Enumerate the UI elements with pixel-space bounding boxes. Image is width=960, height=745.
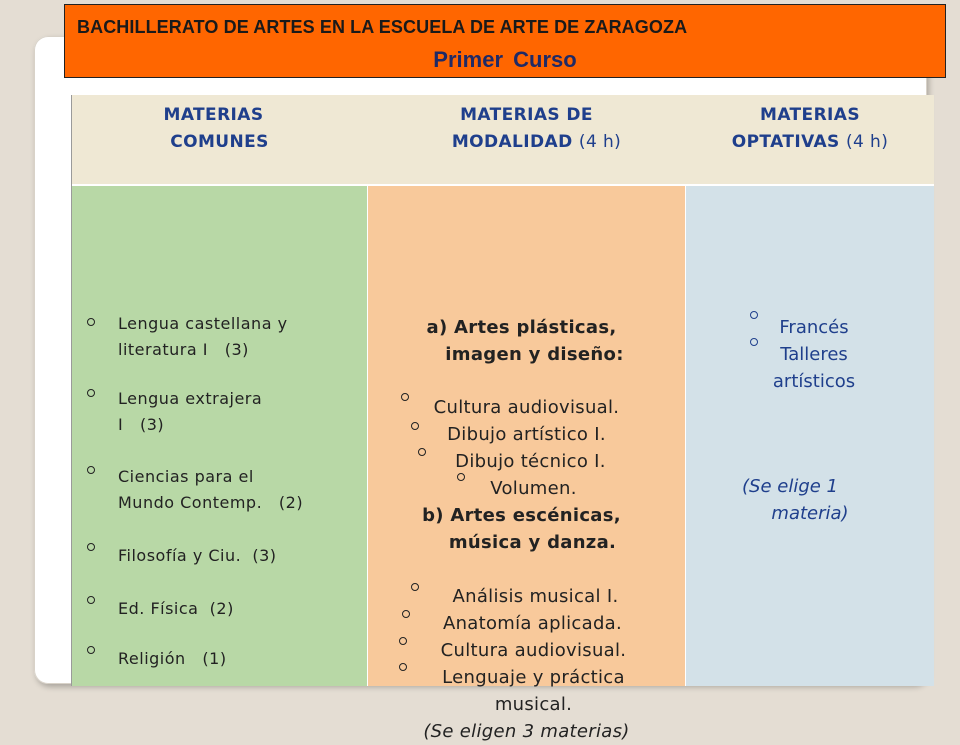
bullet-icon <box>87 466 95 474</box>
bullet-icon <box>87 596 95 604</box>
list-item: Cultura audiovisual. <box>440 640 627 661</box>
bullet-icon <box>87 318 95 326</box>
list-item: Dibujo técnico I. <box>455 451 606 472</box>
comunes-cell <box>72 186 367 686</box>
header-optativas-line1: MATERIAS <box>760 105 860 125</box>
bullet-icon <box>87 543 95 551</box>
list-item: Ciencias para el Mundo Contemp. (2) <box>118 467 304 512</box>
list-item: Lengua extrajera I (3) <box>118 389 263 434</box>
list-item: Volumen. <box>490 478 577 499</box>
column-header-optativas <box>686 95 934 186</box>
column-header-modalidad <box>367 95 686 186</box>
optativas-note: (Se elige 1 materia) <box>742 476 849 524</box>
title-banner <box>64 4 946 78</box>
section-a-heading: a) Artes plásticas, imagen y diseño: <box>426 317 624 365</box>
list-item: Ed. Física (2) <box>118 599 234 618</box>
list-item: Lengua castellana y literatura I (3) <box>118 314 288 359</box>
column-comunes <box>72 95 367 686</box>
list-item: Religión (1) <box>118 649 227 668</box>
list-item: Lenguaje y práctica musical. <box>442 667 625 715</box>
page-title: BACHILLERATO DE ARTES EN LA ESCUELA DE ARTE DE ZARAGOZA <box>77 17 688 37</box>
bullet-icon <box>87 389 95 397</box>
header-optativas-line2: OPTATIVAS (4 h) <box>731 132 889 152</box>
bullet-icon <box>87 646 95 654</box>
list-item: Cultura audiovisual. <box>433 397 620 418</box>
optativas-cell <box>686 186 934 686</box>
list-item: Anatomía aplicada. <box>442 613 623 634</box>
list-item: Filosofía y Ciu. (3) <box>118 546 277 565</box>
subjects-table <box>71 95 934 742</box>
modalidad-cell <box>367 186 686 742</box>
column-header-comunes <box>72 95 367 186</box>
list-item: Dibujo artístico I. <box>447 424 606 445</box>
list-item: Talleres artísticos <box>772 344 856 392</box>
header-comunes-line1: MATERIAS <box>163 105 264 125</box>
section-b-heading: b) Artes escénicas, música y danza. <box>422 505 621 553</box>
column-modalidad <box>367 95 686 742</box>
header-modalidad-line2: MODALIDAD (4 h) <box>451 132 622 152</box>
page-subtitle: Primer Curso <box>433 47 577 72</box>
header-comunes-line2: COMUNES <box>170 132 269 152</box>
list-item: Francés <box>779 317 849 338</box>
list-item: Análisis musical I. <box>452 586 619 607</box>
column-optativas <box>686 95 934 686</box>
modalidad-note: (Se eligen 3 materias) <box>423 721 630 742</box>
header-modalidad-line1: MATERIAS DE <box>460 105 593 125</box>
